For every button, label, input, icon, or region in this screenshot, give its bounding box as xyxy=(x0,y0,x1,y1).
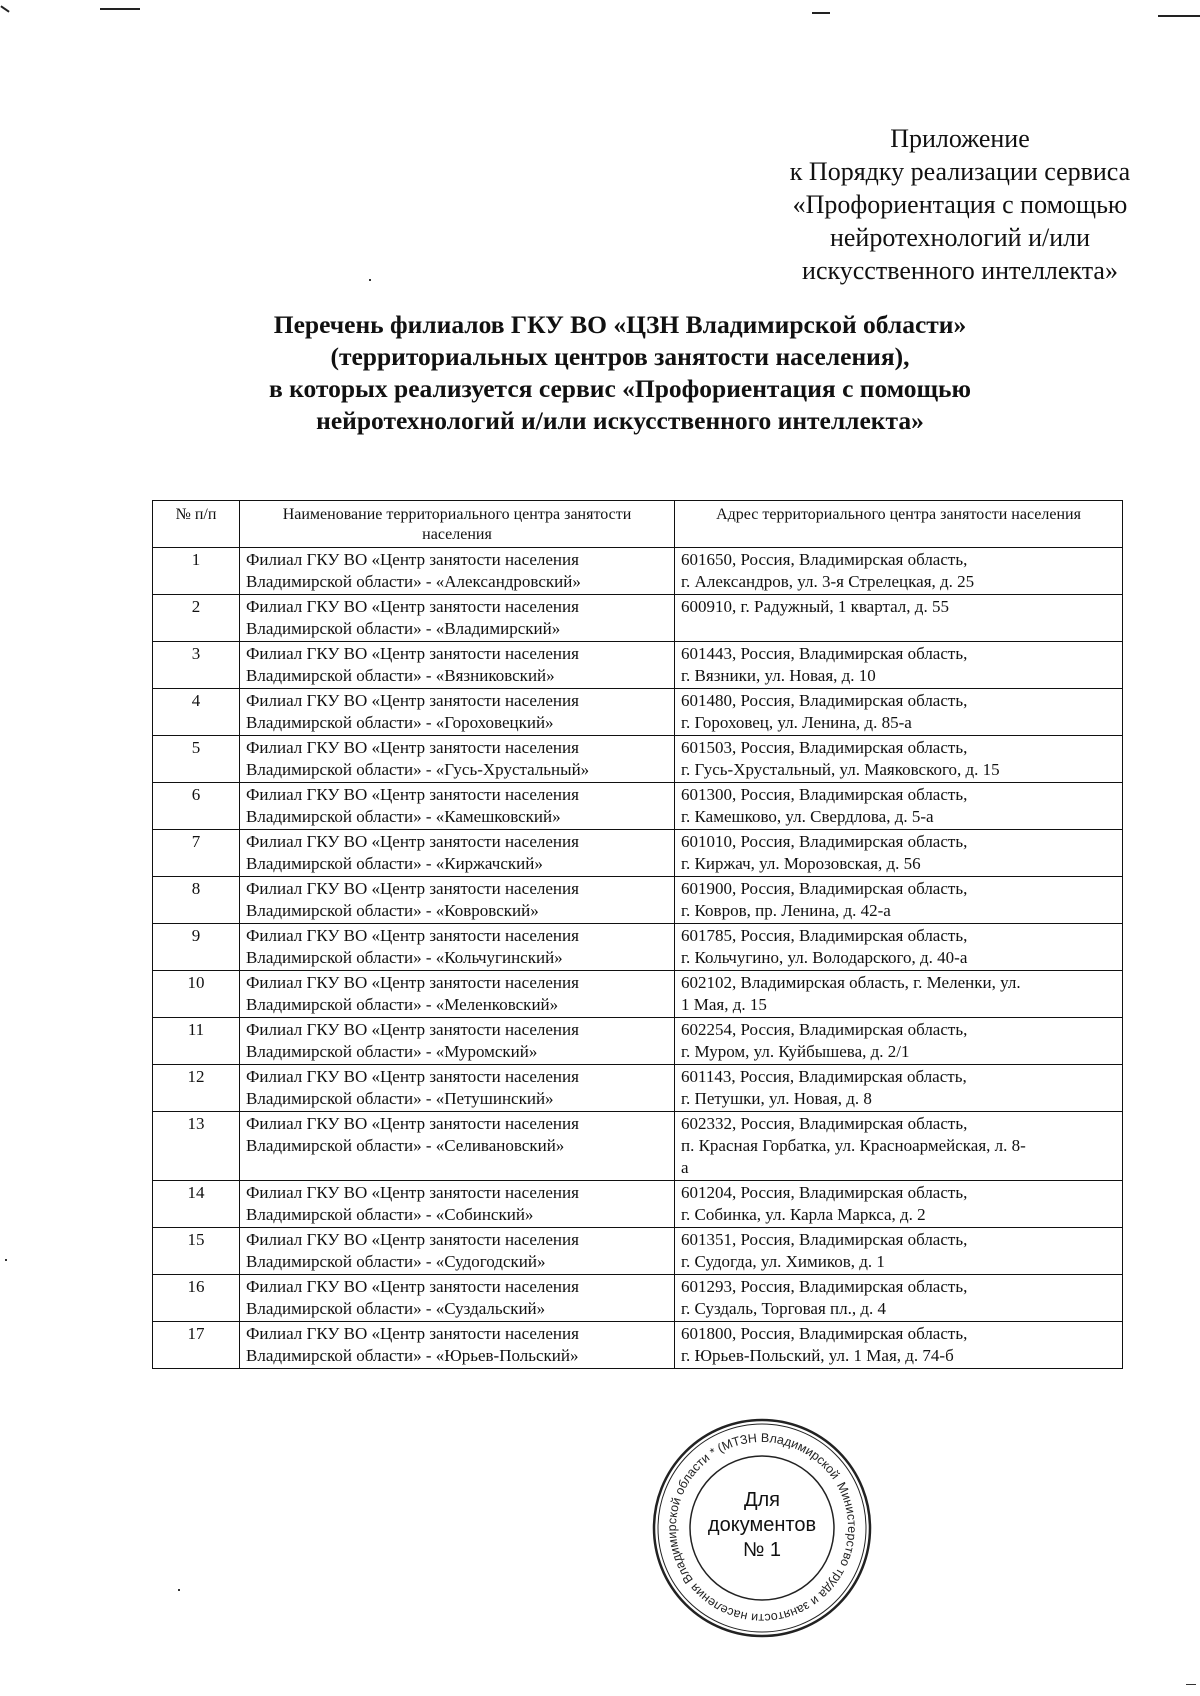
row-number-line: 1 xyxy=(191,550,201,569)
row-number-line: 9 xyxy=(191,926,201,945)
branch-name-line: Филиал ГКУ ВО «Центр занятости населения xyxy=(246,1020,579,1039)
branch-name-line: Филиал ГКУ ВО «Центр занятости населения xyxy=(246,691,579,710)
branch-name-line: Владимирской области» - «Гороховецкий» xyxy=(246,713,554,732)
branch-address xyxy=(675,924,1123,971)
branch-address xyxy=(675,783,1123,830)
branch-name xyxy=(240,642,675,689)
branch-address-line: 601204, Россия, Владимирская область, xyxy=(681,1183,968,1202)
branch-address-line: 601900, Россия, Владимирская область, xyxy=(681,879,968,898)
branch-name-line: Владимирской области» - «Кольчугинский» xyxy=(246,948,563,967)
scan-mark xyxy=(100,8,140,10)
table-row xyxy=(153,924,1123,971)
branch-name-line: Владимирской области» - «Собинский» xyxy=(246,1205,534,1224)
scan-mark xyxy=(1158,15,1200,17)
table-row xyxy=(153,548,1123,595)
branch-name xyxy=(240,830,675,877)
table-header-row xyxy=(153,501,1123,548)
appendix-line: нейротехнологий и/или xyxy=(829,223,1091,252)
branch-name-line: Филиал ГКУ ВО «Центр занятости населения xyxy=(246,1230,579,1249)
branch-address xyxy=(675,1112,1123,1181)
branch-address-line: г. Суздаль, Торговая пл., д. 4 xyxy=(681,1299,887,1318)
stamp-line: документов xyxy=(707,1514,817,1536)
table-row xyxy=(153,1065,1123,1112)
branch-address-line: г. Собинка, ул. Карла Маркса, д. 2 xyxy=(681,1205,926,1224)
branch-name xyxy=(240,971,675,1018)
branch-address-line: 601503, Россия, Владимирская область, xyxy=(681,738,968,757)
branch-address-line: 601351, Россия, Владимирская область, xyxy=(681,1230,968,1249)
appendix-line: «Профориентация с помощью xyxy=(792,190,1128,219)
branch-address xyxy=(675,1181,1123,1228)
row-number-line: 12 xyxy=(187,1067,205,1086)
branch-address xyxy=(675,971,1123,1018)
branch-name-line: Владимирской области» - «Гусь-Хрустальный» xyxy=(246,760,590,779)
row-number xyxy=(153,595,240,642)
branch-name-line: Филиал ГКУ ВО «Центр занятости населения xyxy=(246,1114,579,1133)
branch-name-line: Филиал ГКУ ВО «Центр занятости населения xyxy=(246,550,579,569)
table-row xyxy=(153,1112,1123,1181)
table-row xyxy=(153,689,1123,736)
branch-name-line: Филиал ГКУ ВО «Центр занятости населения xyxy=(246,597,579,616)
branch-address-line: г. Судогда, ул. Химиков, д. 1 xyxy=(681,1252,885,1271)
branch-address xyxy=(675,736,1123,783)
branch-name-line: Филиал ГКУ ВО «Центр занятости населения xyxy=(246,832,579,851)
branch-address-line: 601480, Россия, Владимирская область, xyxy=(681,691,968,710)
row-number-line: 14 xyxy=(187,1183,205,1202)
row-number xyxy=(153,924,240,971)
branch-address-line: г. Александров, ул. 3-я Стрелецкая, д. 25 xyxy=(681,572,975,591)
branch-address-line: 601443, Россия, Владимирская область, xyxy=(681,644,968,663)
row-number xyxy=(153,971,240,1018)
branch-name-line: Филиал ГКУ ВО «Центр занятости населения xyxy=(246,1183,579,1202)
branch-name-line: Владимирской области» - «Камешковский» xyxy=(246,807,561,826)
row-number-line: 11 xyxy=(187,1020,205,1039)
row-number xyxy=(153,1228,240,1275)
branch-address xyxy=(675,877,1123,924)
header-num: № п/п xyxy=(153,501,240,548)
row-number-line: 6 xyxy=(191,785,201,804)
row-number xyxy=(153,1181,240,1228)
row-number-line: 15 xyxy=(187,1230,205,1249)
table-row xyxy=(153,1275,1123,1322)
branch-name xyxy=(240,924,675,971)
branch-address-line: г. Камешково, ул. Свердлова, д. 5-а xyxy=(681,807,934,826)
branch-address xyxy=(675,689,1123,736)
scan-dot xyxy=(178,1589,180,1591)
branch-address xyxy=(675,1065,1123,1112)
row-number xyxy=(153,783,240,830)
branch-address-line: г. Ковров, пр. Ленина, д. 42-а xyxy=(681,901,891,920)
branch-address xyxy=(675,1275,1123,1322)
branch-name xyxy=(240,1228,675,1275)
branch-address-line: 602102, Владимирская область, г. Меленки, ул. xyxy=(681,973,1021,992)
row-number-line: 10 xyxy=(187,973,205,992)
branch-name-line: Владимирской области» - «Муромский» xyxy=(246,1042,538,1061)
row-number-line: 17 xyxy=(187,1324,205,1343)
row-number xyxy=(153,1322,240,1369)
branch-name-line: Владимирской области» - «Судогодский» xyxy=(246,1252,546,1271)
branch-name-line: Владимирской области» - «Меленковский» xyxy=(246,995,559,1014)
branch-name xyxy=(240,1018,675,1065)
row-number-line: 5 xyxy=(191,738,201,757)
scan-dot xyxy=(369,279,371,281)
branch-name-line: Владимирской области» - «Суздальский» xyxy=(246,1299,546,1318)
branch-address-line: 601800, Россия, Владимирская область, xyxy=(681,1324,968,1343)
row-number-line: 8 xyxy=(191,879,201,898)
stamp-line: Для xyxy=(743,1489,781,1511)
table-row xyxy=(153,783,1123,830)
branch-name-line: Владимирской области» - «Вязниковский» xyxy=(246,666,555,685)
branch-address-line: 1 Мая, д. 15 xyxy=(681,995,767,1014)
branch-address-line: 601293, Россия, Владимирская область, xyxy=(681,1277,968,1296)
branch-name-line: Филиал ГКУ ВО «Центр занятости населения xyxy=(246,879,579,898)
table-row xyxy=(153,1181,1123,1228)
row-number xyxy=(153,642,240,689)
branch-address-line: 602332, Россия, Владимирская область, xyxy=(681,1114,968,1133)
branch-address-line: 601650, Россия, Владимирская область, xyxy=(681,550,968,569)
branch-name xyxy=(240,1112,675,1181)
title-line: (территориальных центров занятости населения), xyxy=(330,342,910,371)
branch-address xyxy=(675,1322,1123,1369)
document-title xyxy=(240,309,1000,437)
row-number xyxy=(153,1065,240,1112)
round-stamp xyxy=(650,1416,874,1640)
row-number xyxy=(153,548,240,595)
branch-name-line: Владимирской области» - «Петушинский» xyxy=(246,1089,554,1108)
branch-address-line: г. Муром, ул. Куйбышева, д. 2/1 xyxy=(681,1042,910,1061)
branch-name-line: Владимирской области» - «Селивановский» xyxy=(246,1136,565,1155)
branch-address-line: 601300, Россия, Владимирская область, xyxy=(681,785,968,804)
table-row xyxy=(153,1018,1123,1065)
row-number-line: 7 xyxy=(191,832,201,851)
header-name: Наименование территориального центра занятости населения xyxy=(240,501,675,548)
row-number-line: 4 xyxy=(191,691,201,710)
branch-name xyxy=(240,1322,675,1369)
table-row xyxy=(153,642,1123,689)
branch-name-line: Филиал ГКУ ВО «Центр занятости населения xyxy=(246,926,579,945)
branches-table xyxy=(152,500,1123,1369)
row-number xyxy=(153,1018,240,1065)
table-body xyxy=(153,548,1123,1369)
branch-name-line: Владимирской области» - «Юрьев-Польский» xyxy=(246,1346,579,1365)
scan-mark xyxy=(0,5,9,12)
branch-name xyxy=(240,595,675,642)
branch-address-line: г. Петушки, ул. Новая, д. 8 xyxy=(681,1089,872,1108)
branch-name-line: Филиал ГКУ ВО «Центр занятости населения xyxy=(246,973,579,992)
branch-name-line: Владимирской области» - «Александровский» xyxy=(246,572,581,591)
branch-address-line: г. Гусь-Хрустальный, ул. Маяковского, д. 15 xyxy=(681,760,1000,779)
branch-name-line: Филиал ГКУ ВО «Центр занятости населения xyxy=(246,1277,579,1296)
table-row xyxy=(153,1228,1123,1275)
branch-address-line: г. Гороховец, ул. Ленина, д. 85-а xyxy=(681,713,912,732)
table-row xyxy=(153,830,1123,877)
branch-address-line: а xyxy=(681,1158,689,1177)
row-number xyxy=(153,877,240,924)
branch-address-line: 601010, Россия, Владимирская область, xyxy=(681,832,968,851)
table-row xyxy=(153,971,1123,1018)
branch-name xyxy=(240,1065,675,1112)
row-number xyxy=(153,1275,240,1322)
row-number xyxy=(153,689,240,736)
branch-name-line: Владимирской области» - «Ковровский» xyxy=(246,901,539,920)
branch-address-line: г. Вязники, ул. Новая, д. 10 xyxy=(681,666,876,685)
branch-name xyxy=(240,736,675,783)
table-row xyxy=(153,736,1123,783)
branch-name xyxy=(240,689,675,736)
row-number xyxy=(153,830,240,877)
branch-name-line: Филиал ГКУ ВО «Центр занятости населения xyxy=(246,785,579,804)
branch-address xyxy=(675,1228,1123,1275)
branch-address-line: 602254, Россия, Владимирская область, xyxy=(681,1020,968,1039)
branch-name-line: Владимирской области» - «Владимирский» xyxy=(246,619,561,638)
appendix-heading xyxy=(760,122,1160,287)
branch-address xyxy=(675,1018,1123,1065)
branch-name xyxy=(240,548,675,595)
row-number-line: 3 xyxy=(191,644,201,663)
branch-name xyxy=(240,783,675,830)
branch-address xyxy=(675,642,1123,689)
branch-name-line: Филиал ГКУ ВО «Центр занятости населения xyxy=(246,644,579,663)
branch-address xyxy=(675,830,1123,877)
branch-address-line: 601143, Россия, Владимирская область, xyxy=(681,1067,967,1086)
branch-address-line: г. Киржач, ул. Морозовская, д. 56 xyxy=(681,854,921,873)
table-row xyxy=(153,595,1123,642)
branch-name-line: Филиал ГКУ ВО «Центр занятости населения xyxy=(246,1067,579,1086)
stamp-center-text xyxy=(650,1488,874,1563)
row-number xyxy=(153,1112,240,1181)
branch-name-line: Филиал ГКУ ВО «Центр занятости населения xyxy=(246,1324,579,1343)
row-number-line: 13 xyxy=(187,1114,205,1133)
table-row xyxy=(153,1322,1123,1369)
header-address: Адрес территориального центра занятости населения xyxy=(675,501,1123,548)
stamp-line: № 1 xyxy=(742,1539,782,1561)
branch-address-line: 601785, Россия, Владимирская область, xyxy=(681,926,968,945)
title-line: нейротехнологий и/или искусственного интеллекта» xyxy=(316,406,924,435)
title-line: Перечень филиалов ГКУ ВО «ЦЗН Владимирской области» xyxy=(273,310,967,339)
branch-address-line: 600910, г. Радужный, 1 квартал, д. 55 xyxy=(681,597,949,616)
branch-name xyxy=(240,877,675,924)
row-number-line: 16 xyxy=(187,1277,205,1296)
appendix-line: искусственного интеллекта» xyxy=(802,256,1118,285)
branch-address xyxy=(675,595,1123,642)
title-line: в которых реализуется сервис «Профориентация с помощью xyxy=(268,374,972,403)
row-number xyxy=(153,736,240,783)
branch-name xyxy=(240,1275,675,1322)
row-number-line: 2 xyxy=(191,597,201,616)
stamp-ring-text: Министерство труда и занятости населения Владимирской области * (МТЗН Владимирской xyxy=(664,1430,860,1626)
appendix-line: Приложение xyxy=(890,124,1030,153)
appendix-line: к Порядку реализации сервиса xyxy=(789,157,1131,186)
table-row xyxy=(153,877,1123,924)
scan-dot xyxy=(1186,1684,1196,1685)
branch-address-line: г. Кольчугино, ул. Володарского, д. 40-а xyxy=(681,948,968,967)
branch-name-line: Филиал ГКУ ВО «Центр занятости населения xyxy=(246,738,579,757)
branch-address xyxy=(675,548,1123,595)
branch-address-line: г. Юрьев-Польский, ул. 1 Мая, д. 74-б xyxy=(681,1346,954,1365)
branch-address-line: п. Красная Горбатка, ул. Красноармейская, л. 8- xyxy=(681,1136,1026,1155)
branch-name-line: Владимирской области» - «Киржачский» xyxy=(246,854,543,873)
scan-dot xyxy=(5,1259,7,1261)
branch-name xyxy=(240,1181,675,1228)
scan-mark xyxy=(812,12,830,14)
